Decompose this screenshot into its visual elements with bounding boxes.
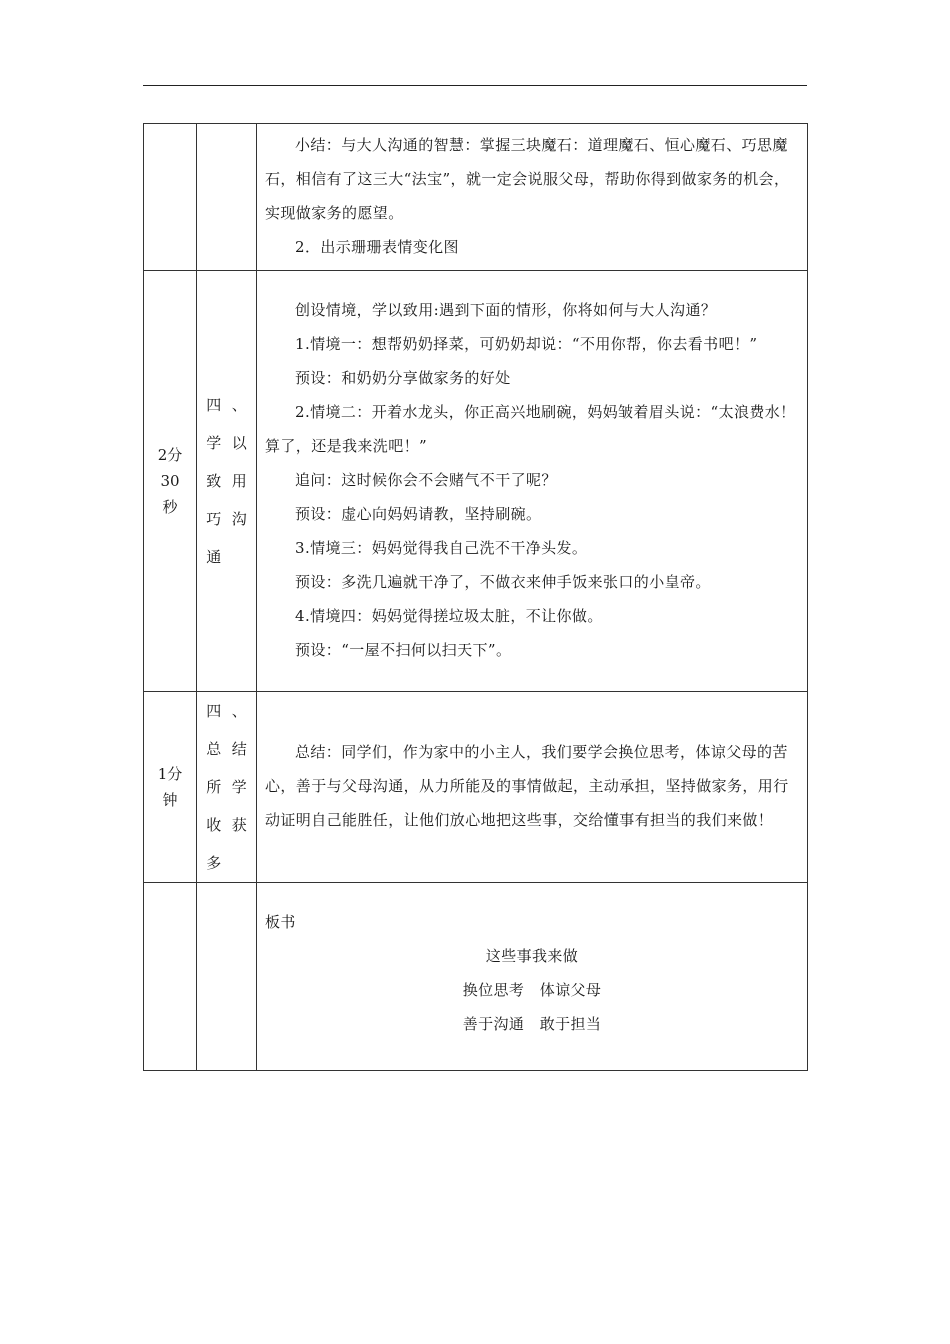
step-char: 用 xyxy=(231,472,247,490)
step-char: 、 xyxy=(231,702,247,720)
board-label: 板书 xyxy=(265,913,296,931)
step-char: 多 xyxy=(206,854,222,872)
paragraph: 预设：和奶奶分享做家务的好处 xyxy=(295,369,511,387)
step-char: 沟 xyxy=(231,510,247,528)
step-char: 通 xyxy=(206,548,222,566)
paragraph: 创设情境，学以致用:遇到下面的情形，你将如何与大人沟通？ xyxy=(295,301,717,319)
time-text: 2分 xyxy=(157,446,183,464)
step-title xyxy=(201,692,252,882)
paragraph: 小结：与大人沟通的智慧：掌握三块魔石：道理魔石、恒心魔石、巧思魔石，相信有了这三大“法宝”，就一定会说服父母，帮助你得到做家务的机会，实现做家务的愿望。 xyxy=(265,136,790,222)
paragraph: 预设：虚心向妈妈请教，坚持刷碗。 xyxy=(295,505,542,523)
content-cell xyxy=(257,692,808,883)
table-row-board xyxy=(144,883,808,1071)
step-cell xyxy=(197,124,257,271)
time-cell xyxy=(144,271,197,692)
time-cell xyxy=(144,124,197,271)
content-cell xyxy=(257,271,808,692)
step-char: 四 xyxy=(206,396,222,414)
time-text: 30 xyxy=(160,472,180,490)
step-char: 、 xyxy=(231,396,247,414)
step-char: 获 xyxy=(231,816,247,834)
board-line: 善于沟通 敢于担当 xyxy=(462,1015,602,1033)
step-char xyxy=(227,538,253,576)
paragraph: 2.情境二：开着水龙头，你正高兴地刷碗，妈妈皱着眉头说：“太浪费水！算了，还是我来洗吧！” xyxy=(265,403,796,455)
step-char: 以 xyxy=(231,434,247,452)
time-text: 秒 xyxy=(162,498,178,516)
paragraph: 2．出示珊珊表情变化图 xyxy=(295,238,459,256)
time-text: 1分 xyxy=(157,765,183,783)
step-char: 致 xyxy=(206,472,222,490)
step-char: 所 xyxy=(206,778,222,796)
step-cell xyxy=(197,692,257,883)
paragraph: 追问：这时候你会不会赌气不干了呢？ xyxy=(295,471,557,489)
paragraph: 1.情境一：想帮奶奶择菜，可奶奶却说：“不用你帮，你去看书吧！” xyxy=(295,335,758,353)
board-cell xyxy=(257,883,808,1071)
paragraph: 预设：“一屋不扫何以扫天下”。 xyxy=(295,641,512,659)
time-text: 钟 xyxy=(162,791,178,809)
step-char: 学 xyxy=(206,434,222,452)
step-title xyxy=(201,386,252,576)
paragraph: 3.情境三：妈妈觉得我自己洗不干净头发。 xyxy=(295,539,588,557)
paragraph: 总结：同学们，作为家中的小主人，我们要学会换位思考，体谅父母的苦心，善于与父母沟通，从力所能及的事情做起，主动承担，坚持做家务，用行动证明自己能胜任，让他们放心地把这些事，交给懂事有担当的我们来做！ xyxy=(265,743,789,829)
step-char: 总 xyxy=(206,740,222,758)
time-cell xyxy=(144,883,197,1071)
paragraph: 4.情境四：妈妈觉得搓垃圾太脏，不让你做。 xyxy=(295,607,603,625)
table-row-conclusion xyxy=(144,692,808,883)
step-char: 收 xyxy=(206,816,222,834)
header-rule xyxy=(143,85,807,86)
step-cell xyxy=(197,883,257,1071)
content-cell xyxy=(257,124,808,271)
step-char: 学 xyxy=(231,778,247,796)
step-char: 结 xyxy=(231,740,247,758)
step-char: 四 xyxy=(206,702,222,720)
board-title: 这些事我来做 xyxy=(485,947,579,965)
step-char: 巧 xyxy=(206,510,222,528)
table-row-apply xyxy=(144,271,808,692)
lesson-plan-table xyxy=(143,123,808,1071)
time-cell xyxy=(144,692,197,883)
step-char xyxy=(227,844,253,882)
paragraph: 预设：多洗几遍就干净了，不做衣来伸手饭来张口的小皇帝。 xyxy=(295,573,711,591)
board-line: 换位思考 体谅父母 xyxy=(462,981,602,999)
table-row-summary xyxy=(144,124,808,271)
step-cell xyxy=(197,271,257,692)
